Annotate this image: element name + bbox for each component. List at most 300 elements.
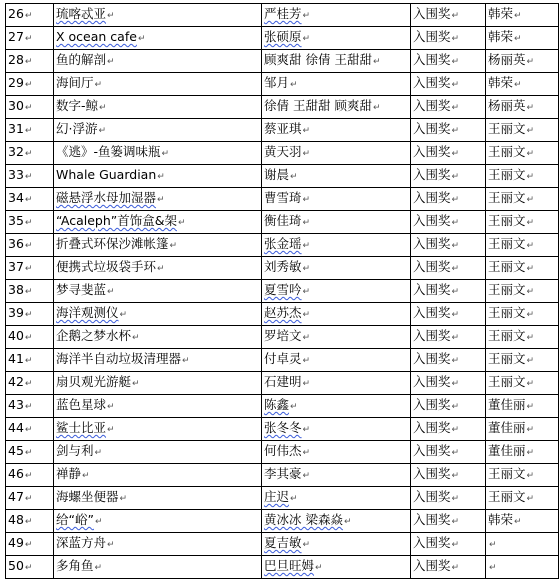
award-text: 入围奖 [413, 52, 451, 67]
cell-no [6, 487, 54, 510]
award-text: 入围奖 [413, 374, 451, 389]
author-text: 张金瑶 [264, 236, 302, 251]
cell-work [54, 533, 262, 556]
cell-award [411, 303, 486, 326]
cell-author [262, 257, 411, 280]
cell-author [262, 533, 411, 556]
cell-end-mark: ↵ [24, 103, 33, 113]
no-text: 49 [8, 535, 24, 550]
teacher-text: 董佳丽 [488, 420, 526, 435]
cell-end-mark: ↵ [94, 448, 103, 458]
work-text: 梦寻斐蓝 [56, 282, 107, 297]
author-text: 邹月 [264, 75, 290, 90]
cell-no [6, 27, 54, 50]
cell-work [54, 441, 262, 464]
cell-end-mark: ↵ [107, 57, 115, 67]
cell-end-mark: ↵ [302, 471, 311, 481]
teacher-text: 王丽文 [488, 328, 526, 343]
teacher-text: 董佳丽 [488, 397, 526, 412]
cell-work [54, 556, 262, 579]
cell-end-mark: ↵ [451, 517, 460, 527]
cell-author [262, 303, 411, 326]
cell-award [411, 441, 486, 464]
cell-teacher [486, 73, 559, 96]
cell-no [6, 441, 54, 464]
cell-no [6, 50, 54, 73]
cell-end-mark: ↵ [451, 172, 460, 182]
table-row [6, 326, 559, 349]
cell-work [54, 487, 262, 510]
cell-award [411, 142, 486, 165]
cell-end-mark: ↵ [451, 379, 460, 389]
cell-award [411, 372, 486, 395]
cell-end-mark: ↵ [514, 80, 522, 90]
cell-end-mark: ↵ [24, 218, 33, 228]
no-text: 39 [8, 305, 24, 320]
cell-end-mark: ↵ [526, 241, 535, 251]
cell-end-mark: ↵ [451, 471, 460, 481]
cell-end-mark: ↵ [451, 149, 460, 159]
cell-award [411, 280, 486, 303]
cell-award [411, 556, 486, 579]
cell-end-mark: ↵ [526, 103, 535, 113]
cell-no [6, 395, 54, 418]
award-text: 入围奖 [413, 282, 451, 297]
table-row [6, 464, 559, 487]
table-row [6, 165, 559, 188]
cell-author [262, 27, 411, 50]
cell-work [54, 50, 262, 73]
cell-teacher [486, 142, 559, 165]
cell-end-mark: ↵ [302, 34, 311, 44]
cell-teacher [486, 326, 559, 349]
award-text: 入围奖 [413, 305, 451, 320]
work-text: “Acaleph”首饰盒&架 [56, 213, 177, 228]
teacher-text: 王丽文 [488, 466, 526, 481]
cell-end-mark: ↵ [107, 425, 115, 435]
cell-work [54, 211, 262, 234]
work-text: 海螺坐便器 [56, 489, 119, 504]
author-text: 黄天羽 [264, 144, 302, 159]
work-text: 鱼的解剖 [56, 52, 107, 67]
cell-end-mark: ↵ [451, 264, 460, 274]
cell-end-mark: ↵ [451, 425, 460, 435]
award-text: 入围奖 [413, 236, 451, 251]
author-text: 蔡亚琪 [264, 121, 302, 136]
cell-teacher [486, 464, 559, 487]
no-text: 30 [8, 98, 24, 113]
table-row [6, 418, 559, 441]
cell-no [6, 165, 54, 188]
cell-end-mark: ↵ [451, 333, 460, 343]
teacher-text: 王丽文 [488, 259, 526, 274]
cell-no [6, 280, 54, 303]
table-row [6, 303, 559, 326]
table-row [6, 257, 559, 280]
work-text: 磁悬浮水母加湿器 [56, 190, 157, 205]
cell-award [411, 326, 486, 349]
award-text: 入围奖 [413, 190, 451, 205]
cell-teacher [486, 211, 559, 234]
no-text: 29 [8, 75, 24, 90]
cell-end-mark: ↵ [451, 448, 460, 458]
cell-end-mark: ↵ [24, 195, 33, 205]
cell-no [6, 303, 54, 326]
author-text: 衡佳琦 [264, 213, 302, 228]
cell-no [6, 418, 54, 441]
author-text: 庄迟 [264, 489, 290, 504]
cell-teacher [486, 50, 559, 73]
author-text: 黄冰冰 梁森焱 [264, 512, 343, 527]
cell-work [54, 464, 262, 487]
work-text: 扇贝观光游艇 [56, 374, 132, 389]
cell-work [54, 303, 262, 326]
work-text: 鲨士比亚 [56, 420, 107, 435]
table-row [6, 395, 559, 418]
cell-end-mark: ↵ [132, 333, 140, 343]
cell-end-mark: ↵ [24, 402, 33, 412]
teacher-text: 王丽文 [488, 167, 526, 182]
cell-end-mark: ↵ [526, 310, 535, 320]
cell-work [54, 4, 262, 27]
teacher-text: 王丽文 [488, 351, 526, 366]
cell-end-mark: ↵ [82, 471, 90, 481]
cell-end-mark: ↵ [302, 241, 311, 251]
work-text: 幻·浮游 [56, 121, 98, 136]
cell-end-mark: ↵ [302, 310, 311, 320]
cell-end-mark: ↵ [315, 563, 323, 573]
award-text: 入围奖 [413, 420, 451, 435]
cell-end-mark: ↵ [24, 287, 33, 297]
cell-award [411, 119, 486, 142]
work-text: X ocean cafe [56, 29, 137, 44]
award-text: 入围奖 [413, 443, 451, 458]
cell-end-mark: ↵ [161, 149, 170, 159]
cell-work [54, 372, 262, 395]
award-text: 入围奖 [413, 397, 451, 412]
table-row [6, 372, 559, 395]
cell-award [411, 234, 486, 257]
cell-end-mark: ↵ [451, 218, 460, 228]
cell-author [262, 395, 411, 418]
cell-end-mark: ↵ [119, 310, 128, 320]
no-text: 33 [8, 167, 24, 182]
author-text: 赵苏杰 [264, 305, 302, 320]
cell-no [6, 234, 54, 257]
table-row [6, 487, 559, 510]
cell-end-mark: ↵ [24, 448, 33, 458]
no-text: 28 [8, 52, 24, 67]
award-text: 入围奖 [413, 121, 451, 136]
teacher-text: 杨丽英 [488, 98, 526, 113]
teacher-text: 韩荣 [488, 6, 514, 21]
author-text: 徐倩 王甜甜 顾爽甜 [264, 98, 372, 113]
cell-end-mark: ↵ [526, 379, 535, 389]
author-text: 李其豪 [264, 466, 302, 481]
cell-award [411, 510, 486, 533]
cell-end-mark: ↵ [451, 126, 460, 136]
author-text: 刘秀敏 [264, 259, 302, 274]
cell-work [54, 395, 262, 418]
cell-end-mark: ↵ [451, 11, 460, 21]
cell-end-mark: ↵ [107, 11, 115, 21]
cell-author [262, 441, 411, 464]
cell-end-mark: ↵ [157, 264, 165, 274]
work-text: 企鹅之梦水杯 [56, 328, 132, 343]
no-text: 43 [8, 397, 24, 412]
teacher-text: 韩荣 [488, 29, 514, 44]
author-text: 谢晨 [264, 167, 290, 182]
author-text: 巴旦旺姆 [264, 558, 315, 573]
author-text: 何伟杰 [264, 443, 302, 458]
cell-teacher [486, 349, 559, 372]
cell-author [262, 119, 411, 142]
cell-author [262, 372, 411, 395]
cell-end-mark: ↵ [526, 57, 535, 67]
cell-teacher [486, 27, 559, 50]
cell-end-mark: ↵ [24, 494, 33, 504]
table-row [6, 234, 559, 257]
cell-end-mark: ↵ [526, 195, 535, 205]
no-text: 31 [8, 121, 24, 136]
work-text: Whale Guardian [56, 167, 157, 182]
cell-end-mark: ↵ [372, 103, 381, 113]
award-text: 入围奖 [413, 167, 451, 182]
cell-end-mark: ↵ [526, 448, 535, 458]
cell-end-mark: ↵ [24, 540, 33, 550]
cell-teacher [486, 372, 559, 395]
author-text: 夏雪吟 [264, 282, 302, 297]
cell-teacher [486, 234, 559, 257]
cell-end-mark: ↵ [302, 448, 311, 458]
teacher-text: 王丽文 [488, 305, 526, 320]
no-text: 38 [8, 282, 24, 297]
no-text: 41 [8, 351, 24, 366]
no-text: 27 [8, 29, 24, 44]
cell-no [6, 4, 54, 27]
cell-end-mark: ↵ [157, 172, 165, 182]
cell-author [262, 165, 411, 188]
table-row [6, 533, 559, 556]
cell-end-mark: ↵ [526, 333, 535, 343]
cell-end-mark: ↵ [24, 356, 33, 366]
work-text: 剑与利 [56, 443, 94, 458]
cell-award [411, 73, 486, 96]
cell-work [54, 96, 262, 119]
cell-end-mark: ↵ [99, 103, 107, 113]
cell-teacher [486, 165, 559, 188]
cell-author [262, 4, 411, 27]
cell-end-mark: ↵ [343, 517, 352, 527]
author-text: 严桂芳 [264, 6, 302, 21]
cell-teacher [486, 303, 559, 326]
table-row [6, 73, 559, 96]
cell-award [411, 165, 486, 188]
cell-end-mark: ↵ [526, 264, 535, 274]
award-text: 入围奖 [413, 98, 451, 113]
cell-author [262, 96, 411, 119]
cell-teacher [486, 96, 559, 119]
cell-end-mark: ↵ [24, 310, 33, 320]
cell-teacher [486, 257, 559, 280]
award-text: 入围奖 [413, 351, 451, 366]
cell-award [411, 257, 486, 280]
cell-award [411, 211, 486, 234]
cell-work [54, 418, 262, 441]
cell-end-mark: ↵ [24, 126, 33, 136]
no-text: 34 [8, 190, 24, 205]
cell-no [6, 188, 54, 211]
cell-author [262, 211, 411, 234]
cell-author [262, 487, 411, 510]
work-text: 深蓝方舟 [56, 535, 107, 550]
author-text: 罗培文 [264, 328, 302, 343]
table-row [6, 4, 559, 27]
cell-end-mark: ↵ [24, 425, 33, 435]
table-row [6, 556, 559, 579]
cell-author [262, 188, 411, 211]
cell-end-mark: ↵ [302, 218, 311, 228]
table-row [6, 142, 559, 165]
work-text: 数字-鲸 [56, 98, 99, 113]
cell-work [54, 188, 262, 211]
cell-end-mark: ↵ [451, 563, 460, 573]
cell-end-mark: ↵ [182, 356, 190, 366]
cell-end-mark: ↵ [24, 563, 33, 573]
cell-end-mark: ↵ [451, 34, 460, 44]
cell-author [262, 234, 411, 257]
cell-work [54, 119, 262, 142]
cell-work [54, 165, 262, 188]
award-text: 入围奖 [413, 6, 451, 21]
cell-teacher [486, 395, 559, 418]
no-text: 36 [8, 236, 24, 251]
work-text: 多角鱼 [56, 558, 94, 573]
cell-end-mark: ↵ [302, 11, 311, 21]
no-text: 47 [8, 489, 24, 504]
cell-end-mark: ↵ [526, 425, 535, 435]
cell-end-mark: ↵ [302, 540, 311, 550]
cell-end-mark: ↵ [290, 80, 298, 90]
cell-teacher [486, 487, 559, 510]
author-text: 顾爽甜 徐倩 王甜甜 [264, 52, 372, 67]
cell-no [6, 533, 54, 556]
cell-end-mark: ↵ [526, 494, 535, 504]
author-text: 陈鑫 [264, 397, 290, 412]
cell-no [6, 372, 54, 395]
cell-award [411, 487, 486, 510]
cell-award [411, 188, 486, 211]
author-text: 夏吉敏 [264, 535, 302, 550]
teacher-text: 王丽文 [488, 144, 526, 159]
table-row [6, 27, 559, 50]
teacher-text: 王丽文 [488, 213, 526, 228]
cell-no [6, 211, 54, 234]
cell-teacher [486, 510, 559, 533]
cell-end-mark: ↵ [24, 149, 33, 159]
cell-end-mark: ↵ [526, 356, 535, 366]
teacher-text: 韩荣 [488, 512, 514, 527]
cell-end-mark: ↵ [526, 126, 535, 136]
cell-teacher [486, 119, 559, 142]
table-row [6, 280, 559, 303]
no-text: 35 [8, 213, 24, 228]
award-text: 入围奖 [413, 328, 451, 343]
no-text: 42 [8, 374, 24, 389]
cell-award [411, 96, 486, 119]
award-text: 入围奖 [413, 213, 451, 228]
cell-end-mark: ↵ [451, 310, 460, 320]
cell-end-mark: ↵ [24, 172, 33, 182]
cell-end-mark: ↵ [24, 379, 33, 389]
award-text: 入围奖 [413, 512, 451, 527]
author-text: 付卓灵 [264, 351, 302, 366]
award-text: 入围奖 [413, 144, 451, 159]
cell-teacher [486, 188, 559, 211]
cell-work [54, 510, 262, 533]
award-text: 入围奖 [413, 29, 451, 44]
cell-end-mark: ↵ [157, 195, 165, 205]
cell-end-mark: ↵ [94, 563, 103, 573]
teacher-text: 王丽文 [488, 489, 526, 504]
cell-no [6, 326, 54, 349]
cell-end-mark: ↵ [177, 218, 186, 228]
cell-end-mark: ↵ [24, 34, 33, 44]
cell-end-mark: ↵ [451, 356, 460, 366]
cell-author [262, 556, 411, 579]
cell-teacher [486, 418, 559, 441]
cell-end-mark: ↵ [451, 80, 460, 90]
cell-award [411, 349, 486, 372]
cell-end-mark: ↵ [94, 80, 103, 90]
cell-award [411, 4, 486, 27]
cell-end-mark: ↵ [302, 149, 311, 159]
no-text: 44 [8, 420, 24, 435]
cell-award [411, 464, 486, 487]
cell-author [262, 280, 411, 303]
teacher-text: 杨丽英 [488, 52, 526, 67]
cell-end-mark: ↵ [107, 402, 115, 412]
award-text: 入围奖 [413, 489, 451, 504]
work-text: 海间厅 [56, 75, 94, 90]
cell-end-mark: ↵ [302, 287, 311, 297]
cell-teacher [486, 441, 559, 464]
cell-author [262, 326, 411, 349]
work-text: 琉喀忒亚 [56, 6, 107, 21]
cell-end-mark: ↵ [169, 241, 178, 251]
cell-end-mark: ↵ [451, 287, 460, 297]
work-text: 给“峪” [56, 512, 94, 527]
cell-author [262, 50, 411, 73]
work-text: 《逃》-鱼篓调味瓶 [56, 144, 161, 159]
table-row [6, 188, 559, 211]
cell-no [6, 349, 54, 372]
cell-author [262, 418, 411, 441]
cell-end-mark: ↵ [526, 218, 535, 228]
author-text: 张硕原 [264, 29, 302, 44]
cell-end-mark: ↵ [24, 80, 33, 90]
no-text: 50 [8, 558, 24, 573]
work-text: 海洋半自动垃圾清理器 [56, 351, 182, 366]
award-text: 入围奖 [413, 558, 451, 573]
cell-teacher [486, 533, 559, 556]
cell-end-mark: ↵ [514, 11, 522, 21]
cell-end-mark: ↵ [302, 333, 311, 343]
cell-end-mark: ↵ [132, 379, 140, 389]
table-row [6, 96, 559, 119]
cell-author [262, 510, 411, 533]
cell-end-mark: ↵ [302, 126, 311, 136]
